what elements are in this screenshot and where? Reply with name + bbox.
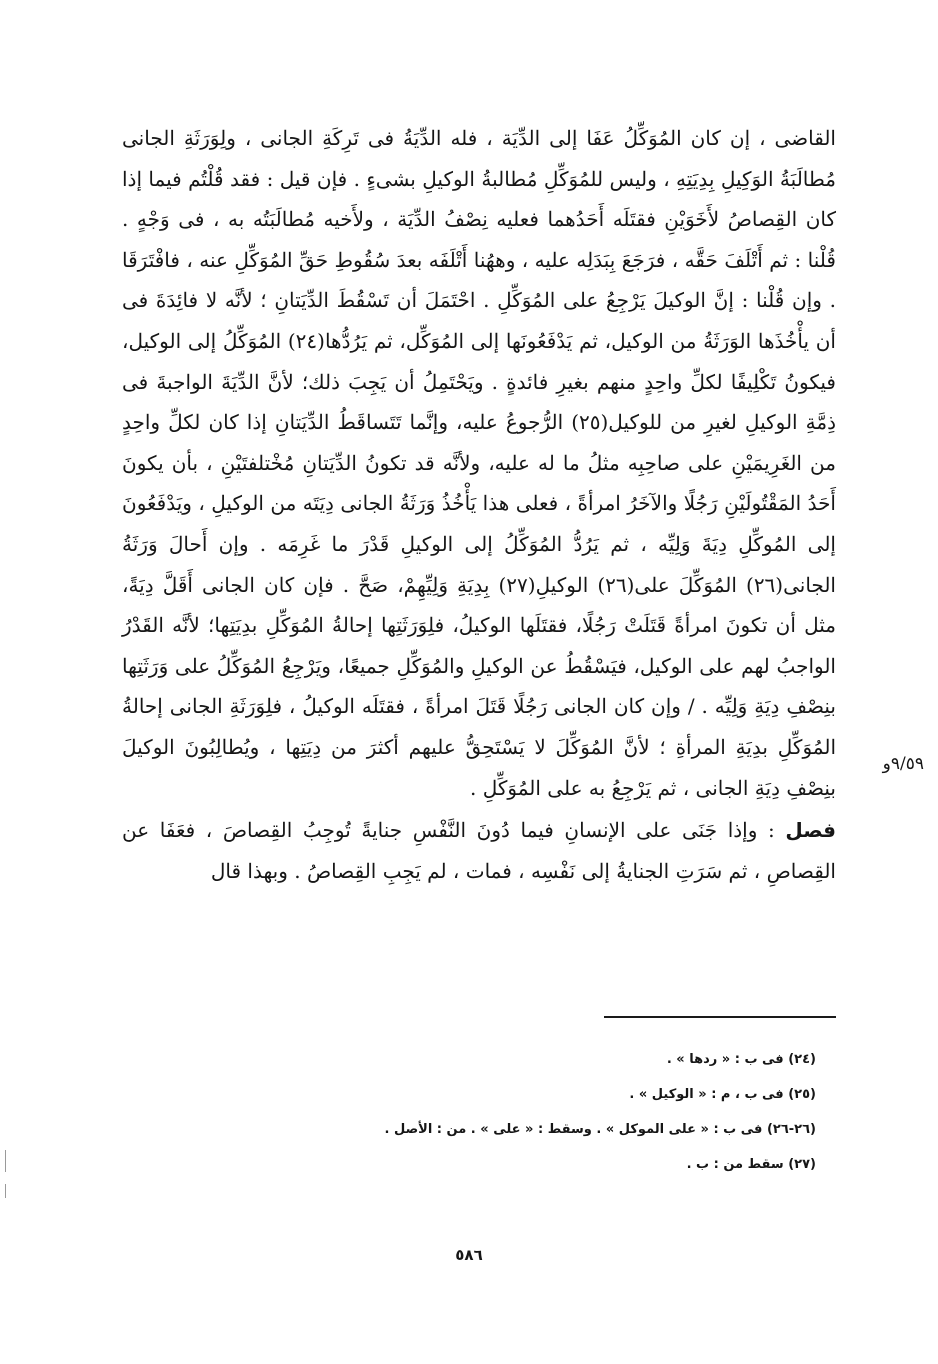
footnote: (٢٧) سقط من : ب .: [686, 1157, 816, 1172]
page-number: ٥٨٦: [455, 1246, 483, 1264]
footnote-divider: [604, 1016, 836, 1018]
footnote: (٢٦-٢٦) فى ب : « على الموكل » . وسقط : « على » . من : الأصل .: [384, 1122, 816, 1137]
folio-margin-note: ٩/٥٩و: [882, 754, 924, 774]
scan-edge-mark: [5, 1150, 6, 1172]
fasl-paragraph: [122, 810, 836, 891]
footnote: (٢٤) فى ب : « ردها » .: [666, 1052, 816, 1067]
scan-edge-mark: [5, 1184, 6, 1198]
fasl-heading: فصل: [785, 818, 836, 843]
body-paragraph: القاضى ، إن كان المُوَكِّلُ عَفَا إلى الدِّيَة ، فله الدِّيَةُ فى تَرِكَةِ الجانى ، ولِوَرَثَةِ الجانى مُطالَبَةُ الوَكِيلِ بِدِيَتِهِ ، وليس للمُوَكِّلِ مُطالبةُ الوكيلِ بشىءٍ . فإن قيل : فقد قُلْتُم فيما إذا كان القِصاصُ لأَخَوَيْنِ فقتَلَه أَحَدُهما فعليه نِصْفُ الدِّيَة ، ولأَخيه مُطالَبَتُه به ، فى وَجْهٍ . قُلْنا : ثم أَتْلَفَ حَقَّه ، فرَجَعَ بِبَدَلِه عليه ، وههُنا أَتْلَفَه بعدَ سُقُوطِ حَقِّ المُوَكِّلِ عنه ، فافْتَرَقَا . وإن قُلْنا : إنَّ الوكيلَ يَرْجِعُ على المُوَكِّلِ . احْتَمَلَ أن تَسْقُطَ الدِّيَتانِ ؛ لأنَّه لا فائِدَةَ فى أن يأْخُذَها الوَرَثَةُ من الوكيل، ثم يَدْفَعُونَها إلى المُوَكِّل، ثم يَرُدُّها(٢٤) المُوَكِّلُ إلى الوكيل، فيكونُ تَكْلِيفًا لكلِّ واحِدٍ منهم بغيرِ فائدةٍ . ويَحْتَمِلُ أن يَجِبَ ذلك؛ لأنَّ الدِّيَةَ الواجبةَ فى ذِمَّةِ الوكيلِ لغيرِ من للوكيل(٢٥) الرُّجوعُ عليه، وإنَّما تَتَساقَطُ الدِّيَتانِ إذا كان لكلِّ واحِدٍ من الغَرِيمَيْنِ على صاحِبِه مثلُ ما له عليه، ولأنَّه قد تكونُ الدِّيَتانِ مُخْتلفتَيْنِ ، بأن يكونَ أَحَدُ المَقْتُولَيْنِ رَجُلًا والآخَرُ امرأةً ، فعلى هذا يَأْخُذُ وَرَثَةُ الجانى دِيَتَه من الوكيلِ ، ويَدْفَعُونَ إلى المُوكِّلِ دِيَةَ وَلِيِّه ، ثم يَرُدُّ المُوَكِّلُ إلى الوكيلِ قَدْرَ ما غَرِمَه . وإن أَحالَ وَرَثَةُ الجانى(٢٦) المُوَكِّلَ على(٢٦) الوكيلِ(٢٧) بِدِيَةِ وَلِيِّهِمْ، صَحَّ . فإن كان الجانى أَقَلَّ دِيَةً، مثل أن تكونَ امرأةً قَتَلَتْ رَجُلًا، فقتَلَها الوكيلُ، فلِوَرَثَتِها إحالةُ المُوَكِّلِ بدِيَتِها؛ لأنَّه القَدْرُ الواجبُ لهم على الوكيل، فيَسْقُطُ عن الوكيلِ والمُوَكِّلِ جميعًا، ويَرْجِعُ المُوَكِّلُ على وَرَثَتِها بنِصْفِ دِيَةِ وَلِيِّه . / وإن كان الجانى رَجُلًا قَتَلَ امرأةً ، فقتَلَه الوكيلُ ، فلِوَرَثَةِ الجانى إحالةُ المُوَكِّلِ بدِيَةِ المرأةِ ؛ لأنَّ المُوَكِّلَ لا يَسْتَحِقُّ عليهم أكثرَ من دِيَتِها ، ويُطالِبُونَ الوكيلَ بنِصْفِ دِيَةِ الجانى ، ثم يَرْجِعُ به على المُوَكِّلِ .: [122, 126, 837, 800]
fasl-text: : وإذا جَنَى على الإنسانِ فيما دُونَ النَّفْسِ جنايةً تُوجِبُ القِصاصَ ، فعَفَا عن القِصاصِ ، ثم سَرَتِ الجنايةُ إلى نَفْسِه ، فمات ، لم يَجِبِ القِصاصُ . وبهذا قال: [122, 818, 836, 883]
footnote: (٢٥) فى ب ، م : « الوكيل » .: [629, 1087, 816, 1102]
footnotes: [296, 1042, 816, 1182]
main-text: [122, 118, 836, 891]
